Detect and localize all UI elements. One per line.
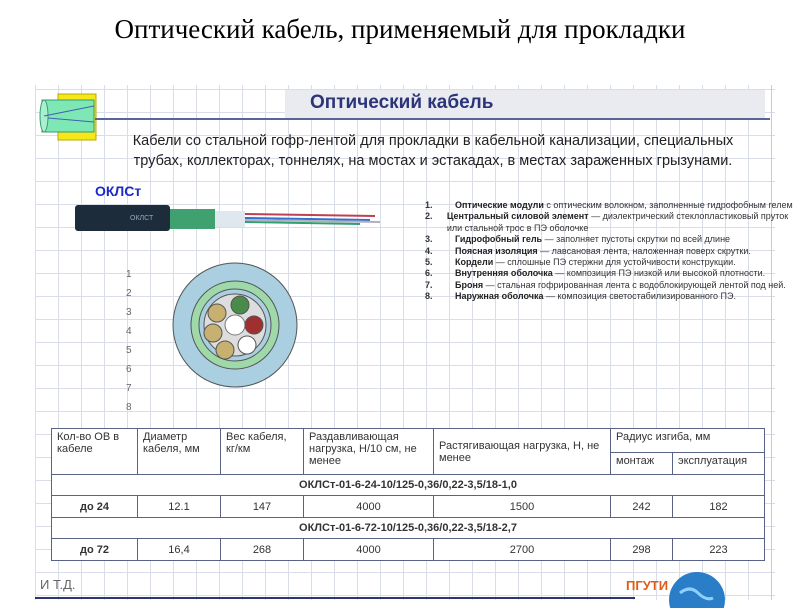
cell: 4000 (304, 539, 434, 561)
cable-cross-section (165, 255, 305, 395)
components-list (425, 200, 800, 303)
model-row: ОКЛСт-01-6-72-10/125-0,36/0,22-3,5/18-2,7 (52, 518, 765, 539)
table-row (52, 496, 765, 518)
divider (35, 597, 635, 599)
logo: ПГУТИ (626, 578, 669, 593)
list-item (425, 200, 800, 211)
specs-table (51, 428, 765, 561)
cell: 182 (673, 496, 765, 518)
list-item (425, 211, 800, 234)
cable-label: ОКЛСТ (130, 215, 154, 222)
cell: 2700 (434, 539, 611, 561)
item-desc: — сплошные ПЭ стержни для устойчивости конструкции. (493, 257, 736, 268)
item-desc: — стальная гофрированная лента с водоблокирующей лентой под ней. (483, 279, 786, 290)
item-desc: — лавсановая лента, наложенная поверх скрутки. (537, 245, 751, 256)
col-header: Диаметр кабеля, мм (138, 429, 221, 475)
model-row: ОКЛСт-01-6-24-10/125-0,36/0,22-3,5/18-1,0 (52, 475, 765, 496)
page-title: Оптический кабель, применяемый для прокладки (114, 14, 686, 44)
item-desc: — композиция светостабилизированного ПЭ. (543, 291, 736, 302)
cell: 268 (221, 539, 304, 561)
cell: 242 (611, 496, 673, 518)
list-item (425, 280, 800, 291)
globe-icon (665, 568, 725, 608)
diagram-number: 8 (126, 402, 132, 413)
item-number: 4. (425, 245, 433, 256)
item-name: Внутренняя оболочка (455, 268, 553, 279)
diagram-number: 1 (126, 269, 132, 280)
item-number: 2. (425, 211, 433, 222)
item-number: 7. (425, 279, 433, 290)
cell: 298 (611, 539, 673, 561)
cell: 223 (673, 539, 765, 561)
divider (771, 85, 772, 600)
item-desc: с оптическим волокном, заполненные гидрофобным гелем (543, 200, 793, 210)
cell: 1500 (434, 496, 611, 518)
item-name: Центральный силовой элемент (446, 211, 589, 222)
col-header: Радиус изгиба, мм (611, 429, 765, 453)
divider (95, 118, 770, 120)
item-number: 5. (425, 257, 433, 268)
cell: 147 (221, 496, 304, 518)
list-item (425, 268, 800, 279)
list-item (425, 246, 800, 257)
cable-photo (70, 200, 380, 242)
cable-model: ОКЛСт (95, 183, 142, 199)
list-item (425, 257, 800, 268)
item-name: Поясная изоляция (455, 245, 538, 256)
item-number: 6. (425, 268, 433, 279)
item-name: Оптические модули (455, 200, 544, 210)
etc-note: И Т.Д. (40, 577, 76, 592)
item-desc: — диэлектрический стеклопластиковый пруток или стальной трос в ПЭ оболочке (446, 211, 789, 233)
cell: до 24 (52, 496, 138, 518)
fiber-icon (38, 92, 98, 142)
subheader: эксплуатация (673, 453, 765, 475)
item-desc: — заполняет пустоты скрутки по всей длине (542, 234, 731, 245)
diagram-number: 7 (126, 383, 132, 394)
col-header: Кол-во ОВ в кабеле (52, 429, 138, 475)
col-header: Вес кабеля, кг/км (221, 429, 304, 475)
slide-subtitle: Кабели со стальной гофр-лентой для прокладки в кабельной канализации, специальных трубах, коллекторах, тоннелях, на мостах и эстакадах, в местах зараженных грызунами. (132, 133, 734, 169)
item-number: 1. (425, 200, 433, 210)
item-desc: — композиция ПЭ низкой или высокой плотности. (552, 268, 766, 279)
diagram-number: 3 (126, 307, 132, 318)
list-item (425, 291, 800, 302)
diagram-number: 5 (126, 345, 132, 356)
item-name: Броня (455, 279, 484, 290)
diagram-number: 4 (126, 326, 132, 337)
item-name: Кордели (455, 257, 494, 268)
item-number: 3. (425, 234, 433, 245)
cell: 12.1 (138, 496, 221, 518)
item-name: Наружная оболочка (455, 291, 544, 302)
col-header: Растягивающая нагрузка, Н, не менее (434, 429, 611, 475)
list-item (425, 234, 800, 245)
item-name: Гидрофобный гель (455, 234, 543, 245)
cell: 16,4 (138, 539, 221, 561)
table-row (52, 539, 765, 561)
diagram-numbers (126, 265, 132, 417)
diagram-number: 6 (126, 364, 132, 375)
col-header: Раздавливающая нагрузка, Н/10 см, не менее (304, 429, 434, 475)
cell: 4000 (304, 496, 434, 518)
subheader: монтаж (611, 453, 673, 475)
slide-header: Оптический кабель (310, 92, 494, 113)
diagram-number: 2 (126, 288, 132, 299)
item-number: 8. (425, 291, 433, 302)
cell: до 72 (52, 539, 138, 561)
